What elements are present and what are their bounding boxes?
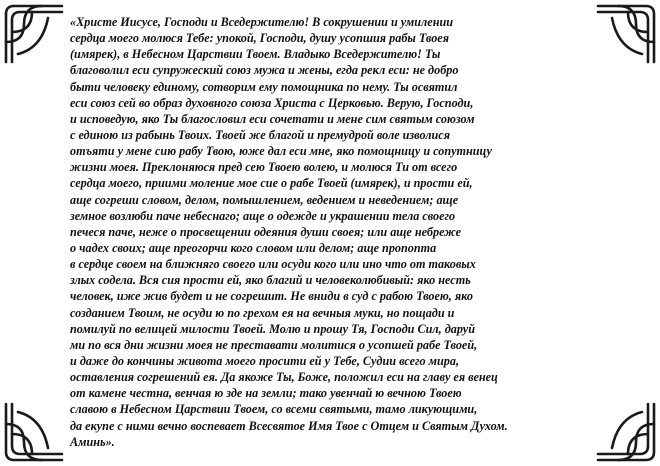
prayer-line: о чадех своих; аще преогорчи кого словом или делом; аще пропопта (70, 240, 437, 255)
prayer-line: от камене честна, венчая ю зде на земли; тако увенчай ю вечною Твоею (70, 386, 462, 401)
prayer-line: сердца моего молюся Тебе: упокой, Господи, душу усопшия рабы Твоея (70, 31, 449, 46)
prayer-line: ми по вся дни жизни моея не преставати молитися о усопшей рабе Твоей, (70, 337, 478, 352)
prayer-line: оставления согрешений ея. Да якоже Ты, Боже, положил еси на главу ея венец (70, 370, 498, 385)
prayer-line: сердца моего, приими моление мое сие о рабе Твоей (имярек), и прости ей, (70, 176, 473, 191)
prayer-line: аще согреши словом, делом, помышлением, ведением и неведением; аще (70, 192, 459, 207)
prayer-text (70, 14, 660, 450)
prayer-line: жизни моея. Преклоняюся пред сею Твоею волею, и молюся Ти от всего (70, 160, 458, 175)
prayer-line: еси союз сей во образ духовного союза Христа с Церковью. Верую, Господи, (70, 95, 474, 110)
prayer-line: Аминь». (70, 434, 115, 449)
prayer-line: благоволил еси супружеский союз мужа и жены, егда рекл еси: не добро (70, 63, 459, 78)
prayer-line: печеся паче, неже о просвещении одеяния души своея; или аще небреже (70, 224, 462, 239)
prayer-line: с единою из рабынь Твоих. Твоей же благой и премудрой воле изволися (70, 127, 450, 142)
prayer-line: помилуй по велицей милости Твоей. Молю и прошу Тя, Господи Сил, даруй (70, 321, 475, 336)
prayer-line: человек, иже жив будет и не согрешит. Не вниди в суд с рабою Твоею, яко (70, 289, 473, 304)
prayer-line: и исповедую, яко Ты благословил еси сочетати и мене сим святым союзом (70, 111, 475, 126)
corner-ornament-top-left (2, 2, 66, 66)
prayer-line: да екупе с ними вечно воспевает Всесвятое Имя Твое с Отцем и Святым Духом. (70, 418, 508, 433)
prayer-line: созданием Твоим, не осуди ю по грехом ея на вечныя муки, но пощади и (70, 305, 455, 320)
prayer-line: злых содела. Вся сия прости ей, яко благий и человеколюбивый: яко несть (70, 273, 471, 288)
prayer-line: и даже до кончины живота моего просити ей у Тебе, Судии всего мира, (70, 353, 460, 368)
prayer-line: в сердце своем на ближняго своего или осуди кого или ино что от таковых (70, 257, 476, 272)
prayer-line: (имярек), в Небесном Царствии Твоем. Владыко Вседержителю! Ты (70, 47, 441, 62)
prayer-line: славою в Небесном Царствии Твоем, со всеми святыми, тамо ликующими, (70, 402, 478, 417)
prayer-line: «Христе Иисусе, Господи и Вседержителю! В сокрушении и умилении (70, 15, 454, 29)
prayer-line: отъяти у мене сию рабу Твою, юже дал еси мне, яко помощницу и сопутницу (70, 144, 492, 159)
corner-ornament-bottom-left (2, 400, 66, 464)
prayer-line: земное возлюби паче небеснаго; аще о одежде и украшении тела своего (70, 208, 456, 223)
prayer-line: быти человеку единому, сотворим ему помощника по нему. Ты освятил (70, 79, 458, 94)
